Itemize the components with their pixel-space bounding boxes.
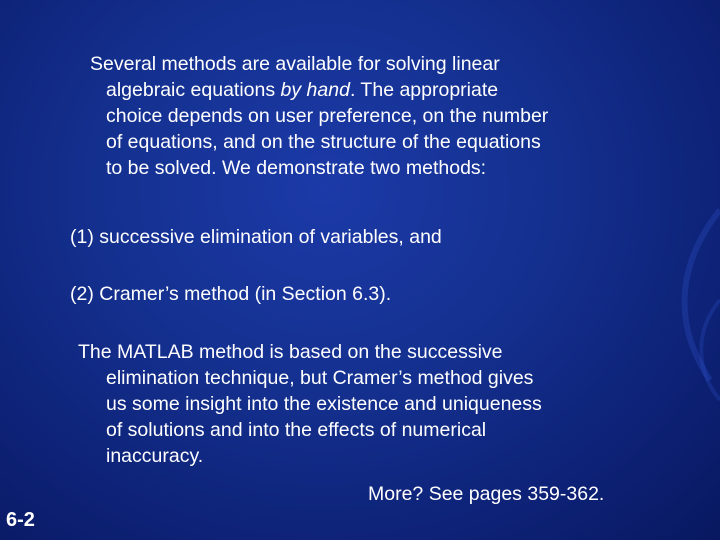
- swoosh-curve-2: [701, 300, 720, 400]
- method-item-2: (2) Cramer’s method (in Section 6.3).: [70, 283, 392, 305]
- intro-line-5: to be solved. We demonstrate two methods:: [106, 157, 487, 179]
- matlab-line-4: of solutions and into the effects of numerical: [106, 419, 487, 441]
- matlab-paragraph: [78, 339, 542, 469]
- intro-paragraph: [90, 51, 548, 181]
- intro-line-2-start: algebraic equations: [106, 79, 281, 101]
- method-item-1: (1) successive elimination of variables, and: [70, 226, 442, 248]
- more-pages-note: More? See pages 359-362.: [368, 483, 605, 505]
- intro-line-1: Several methods are available for solving linear: [90, 53, 500, 75]
- matlab-line-3: us some insight into the existence and uniqueness: [106, 393, 542, 415]
- matlab-line-2: elimination technique, but Cramer’s method gives: [106, 367, 534, 389]
- intro-line-3: choice depends on user preference, on the number: [106, 105, 549, 127]
- emphasis-by-hand: by hand: [280, 79, 350, 101]
- swoosh-curve-1: [685, 210, 720, 380]
- intro-line-2: [90, 77, 548, 103]
- intro-line-4: of equations, and on the structure of the equations: [106, 131, 541, 153]
- decorative-swoosh: [600, 0, 720, 540]
- intro-line-2-end: . The appropriate: [349, 79, 499, 101]
- matlab-line-1: The MATLAB method is based on the successive: [78, 341, 503, 363]
- slide-number: 6-2: [6, 509, 35, 531]
- matlab-line-5: inaccuracy.: [106, 445, 204, 467]
